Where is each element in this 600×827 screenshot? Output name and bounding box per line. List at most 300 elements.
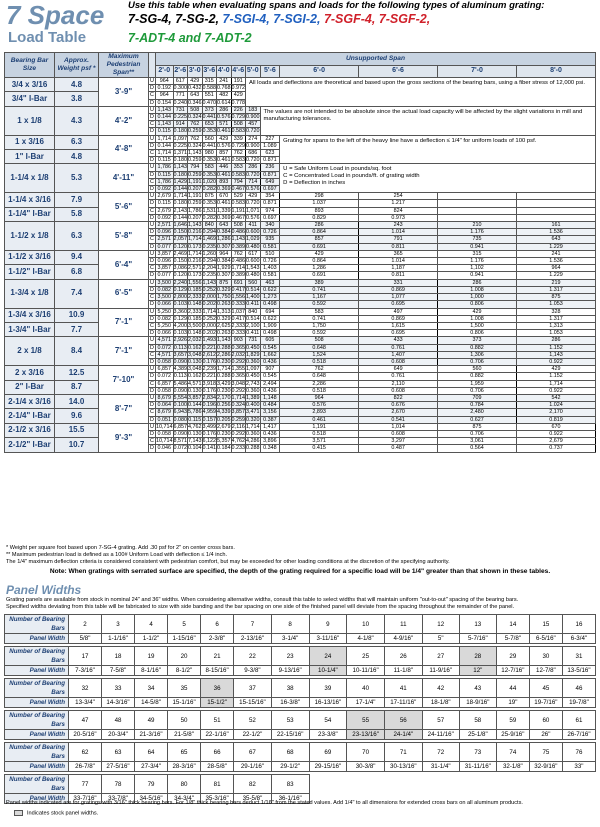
bearing-bar-count: 2 (69, 615, 102, 634)
load-value: 0.417 (231, 286, 245, 293)
load-value: 0.230 (217, 358, 231, 365)
load-type-label: D (150, 286, 154, 293)
load-value: 0.072 (157, 373, 171, 380)
load-value: 0.353 (202, 157, 216, 164)
load-value: 161 (516, 222, 595, 229)
load-value: 0.148 (188, 330, 202, 337)
load-value: 0.564 (438, 445, 517, 452)
load-value: 0.192 (157, 85, 171, 92)
panel-width: 8-1/16" (135, 666, 168, 676)
load-value: 840 (202, 222, 217, 229)
load-value: 731 (246, 337, 261, 344)
bars-row (5, 647, 596, 666)
stock-legend-text: Indicates stock panel widths. (27, 810, 99, 817)
load-value: 1,102 (438, 265, 517, 272)
grating-types-line1 (128, 12, 430, 26)
empty-cell (309, 775, 347, 794)
table-note: The values are not intended to be absolute since the actual load capacity will be affected by the slight variations in mill and manufacturing tolerances. (260, 106, 596, 135)
load-value: 0.400 (246, 402, 260, 409)
bar-size: 1-1/2" I-Bar (5, 265, 55, 279)
load-value: 560 (246, 279, 261, 286)
load-type-label: D (150, 272, 154, 279)
load-value: 907 (260, 366, 280, 373)
load-row (5, 394, 596, 401)
load-type-label: D (150, 373, 154, 380)
load-value: 903 (231, 337, 246, 344)
load-value: 1,143 (231, 236, 245, 243)
load-value: 4,762 (188, 423, 202, 430)
load-value: 0.225 (173, 142, 187, 149)
bearing-bar-count: 65 (168, 743, 201, 762)
load-value: 0.941 (438, 272, 517, 279)
bearing-bar-count: 7 (234, 615, 272, 634)
bearing-bar-count: 11 (384, 615, 422, 634)
load-value: 5,357 (217, 438, 231, 445)
bearing-bar-count: 59 (496, 711, 529, 730)
load-value: 236 (260, 164, 280, 171)
load-value: 1,029 (246, 236, 260, 243)
load-value: 0.082 (157, 315, 171, 322)
load-value: 0.518 (280, 358, 359, 365)
bearing-bar-count: 67 (234, 743, 272, 762)
panel-width: 1-1/2" (135, 634, 168, 644)
load-value: 0.869 (359, 286, 438, 293)
panel-width: 2-3/8" (201, 634, 234, 644)
bearing-bar-count: 83 (271, 775, 309, 794)
load-value: 1.089 (260, 142, 280, 149)
load-value: 446 (217, 164, 232, 171)
load-value: 1,020 (202, 178, 216, 185)
load-type-label: D (150, 387, 154, 394)
bar-weight: 8.7 (55, 380, 99, 394)
load-value (438, 207, 517, 214)
width-label: Panel Width (5, 730, 69, 740)
bars-label: Number of Bearing Bars (5, 647, 69, 666)
load-value: 1,662 (260, 351, 280, 358)
load-value: 1,191 (188, 178, 202, 185)
load-value: 5,250 (157, 308, 171, 315)
load-value: 914 (173, 121, 188, 128)
load-value: 0.104 (188, 445, 202, 452)
load-value: 0.461 (217, 171, 231, 178)
load-value: 0.461 (280, 416, 359, 423)
grating-type-1: 7-SG-2, (175, 12, 223, 26)
load-value: 0.072 (157, 344, 171, 351)
load-type-label: D (150, 315, 154, 322)
load-value: 0.240 (173, 99, 187, 106)
stock-legend (14, 810, 98, 816)
load-value: 762 (231, 250, 246, 257)
pedestrian-span: 7'-10" (99, 366, 149, 395)
load-value: 0.450 (246, 373, 260, 380)
load-value: 286 (516, 337, 595, 344)
bar-weight: 9.6 (55, 409, 99, 423)
load-value: 0.282 (202, 186, 216, 193)
load-value: 4,762 (231, 438, 245, 445)
load-value: 0.545 (260, 373, 280, 380)
load-value: 0.090 (173, 430, 187, 437)
load-value: 0.706 (438, 358, 517, 365)
load-value: 2,057 (173, 236, 187, 243)
load-value: 2,679 (157, 207, 171, 214)
load-value: 353 (231, 164, 246, 171)
load-value: 794 (188, 164, 203, 171)
panel-width: 14-3/16" (102, 698, 135, 708)
width-row (5, 730, 596, 740)
load-value: 0.176 (202, 430, 216, 437)
bearing-bar-count: 48 (102, 711, 135, 730)
load-value: 0.324 (188, 114, 202, 121)
load-value: 3,156 (260, 409, 280, 416)
panel-width: 6-3/4" (562, 634, 595, 644)
load-value: 328 (516, 308, 595, 315)
load-value: 0.389 (231, 272, 245, 279)
load-value: 605 (260, 337, 280, 344)
load-value: 0.058 (157, 430, 171, 437)
load-value: 0.216 (188, 229, 202, 236)
panel-width: 5" (422, 634, 459, 644)
load-value: 643 (217, 222, 232, 229)
load-value: 643 (188, 92, 203, 99)
load-value: 974 (260, 207, 280, 214)
bar-size: 1-3/4 x 3/16 (5, 308, 55, 322)
load-value: 0.173 (188, 243, 202, 250)
load-value: 0.256 (217, 402, 231, 409)
bearing-bar-count: 55 (347, 711, 385, 730)
bearing-bar-count: 74 (496, 743, 529, 762)
stock-swatch (14, 810, 23, 816)
load-value: 354 (260, 193, 280, 200)
load-type-label: D (150, 186, 154, 193)
load-value: 315 (202, 78, 217, 85)
load-value: 0.307 (217, 243, 231, 250)
bearing-bar-count: 9 (309, 615, 347, 634)
load-value: 571 (217, 121, 232, 128)
load-value: 2,333 (188, 294, 202, 301)
load-value: 508 (231, 121, 246, 128)
bearing-bar-count: 68 (271, 743, 309, 762)
load-type-label: D (150, 445, 154, 452)
bearing-bar-count: 37 (234, 679, 272, 698)
load-value: 0.720 (246, 171, 260, 178)
panel-width: 6-5/16" (529, 634, 562, 644)
bearing-bar-count: 23 (271, 647, 309, 666)
table-note (280, 164, 596, 193)
load-value: 0.144 (188, 402, 202, 409)
load-value: 0.103 (173, 330, 187, 337)
load-value: 1,143 (202, 279, 216, 286)
load-value: 0.486 (231, 258, 245, 265)
load-value: 0.144 (173, 214, 187, 221)
load-value: 0.066 (157, 301, 171, 308)
pedestrian-span: 6'-4" (99, 250, 149, 279)
load-value: 10,714 (156, 438, 173, 445)
load-value: 0.294 (202, 229, 216, 236)
load-value: 8,679 (157, 409, 171, 416)
load-value: 0.588 (202, 85, 216, 92)
load-value: 0.051 (157, 416, 171, 423)
load-value: 1,400 (246, 294, 260, 301)
bearing-bar-count: 31 (562, 647, 595, 666)
legend-definition: D = Deflection in inches (283, 180, 346, 187)
width-label: Panel Width (5, 698, 69, 708)
load-value: 0.365 (231, 344, 245, 351)
load-value: 2,834 (202, 394, 216, 401)
load-value: 1.229 (516, 243, 595, 250)
load-type-label: D (150, 243, 154, 250)
load-value: 0.432 (188, 85, 202, 92)
load-value: 0.294 (202, 258, 216, 265)
page-subtitle: Load Table (8, 29, 87, 46)
load-value: 731 (173, 106, 188, 113)
load-value: 875 (202, 193, 217, 200)
load-value: 1,714 (516, 380, 595, 387)
bearing-bar-count: 38 (271, 679, 309, 698)
load-value: 1,714 (173, 193, 187, 200)
load-value: 0.676 (359, 402, 438, 409)
load-value: 0.498 (260, 301, 280, 308)
load-value: 2,170 (217, 394, 231, 401)
load-value: 1.176 (438, 258, 517, 265)
span-header: 5'-6 (260, 65, 280, 78)
empty-cell (562, 775, 595, 794)
load-value: 1,097 (246, 366, 260, 373)
load-type-label: C (150, 236, 154, 243)
bearing-bar-count: 57 (422, 711, 459, 730)
load-value: 0.082 (157, 286, 171, 293)
load-value: 5,786 (188, 409, 202, 416)
load-value: 0.103 (173, 301, 187, 308)
load-value: 0.576 (217, 142, 231, 149)
panel-width: 5-7/8" (496, 634, 529, 644)
width-label: Panel Width (5, 794, 69, 804)
load-value: 286 (280, 222, 359, 229)
load-value: 1,260 (202, 250, 216, 257)
load-type-label: D (150, 258, 154, 265)
load-type-label: U (150, 423, 154, 430)
page-header (0, 0, 600, 50)
bearing-bar-count: 56 (384, 711, 422, 730)
span-header: 5'-0 (246, 65, 261, 78)
load-row (5, 78, 596, 85)
load-type-label: C (150, 207, 154, 214)
load-value: 1,493 (202, 337, 216, 344)
load-value: 4,959 (202, 409, 216, 416)
load-value: 0.090 (173, 358, 187, 365)
panel-width: 4-1/8" (347, 634, 385, 644)
panel-width: 15-1/16" (168, 698, 201, 708)
load-value: 0.487 (359, 445, 438, 452)
panel-width: 22-1/16" (201, 730, 234, 740)
load-type-label: D (150, 157, 154, 164)
span-header: 8'-0 (516, 65, 595, 78)
load-value: 373 (202, 106, 217, 113)
bearing-bar-count: 53 (271, 711, 309, 730)
panel-width: 33-7/8" (102, 794, 135, 804)
load-value: 1.152 (516, 344, 595, 351)
load-value: 1,000 (438, 294, 517, 301)
panel-width: 1-1/16" (102, 634, 135, 644)
load-value: 0.353 (202, 200, 216, 207)
load-value: 2,670 (359, 409, 438, 416)
empty-cell (496, 775, 529, 794)
bearing-bar-count: 51 (201, 711, 234, 730)
load-value: 0.576 (246, 214, 260, 221)
load-value: 0.058 (157, 387, 171, 394)
load-value: 1.008 (438, 286, 517, 293)
load-value: 1,097 (173, 135, 187, 142)
load-value: 0.648 (280, 344, 359, 351)
load-value: 0.806 (438, 301, 517, 308)
bearing-bar-count: 15 (529, 615, 562, 634)
load-value: 1,143 (157, 121, 171, 128)
pedestrian-span: 6'-5" (99, 279, 149, 308)
load-value: 0.691 (280, 272, 359, 279)
bars-row (5, 679, 596, 698)
load-value: 560 (202, 135, 217, 142)
load-value: 762 (188, 121, 203, 128)
load-value: 0.741 (280, 315, 359, 322)
panel-width: 30-3/8" (347, 762, 385, 772)
load-value: 0.706 (438, 387, 517, 394)
load-value: 0.369 (217, 214, 231, 221)
load-value: 3,086 (173, 265, 187, 272)
load-value: 686 (246, 150, 261, 157)
load-value: 0.922 (516, 387, 595, 394)
grating-type-0: 7-SG-4, (128, 12, 176, 26)
panel-width: 1-15/16" (168, 634, 201, 644)
load-value: 893 (280, 207, 359, 214)
load-value: 762 (231, 150, 246, 157)
load-value: 2,204 (202, 265, 216, 272)
load-value: 0.162 (188, 373, 202, 380)
load-value: 875 (217, 279, 232, 286)
load-value: 875 (516, 294, 595, 301)
panel-width: 26-7/16" (562, 730, 595, 740)
bar-weight: 15.5 (55, 423, 99, 437)
load-value: 0.467 (231, 214, 245, 221)
load-value: 670 (516, 423, 595, 430)
load-value: 0.695 (359, 330, 438, 337)
bearing-bar-count: 26 (384, 647, 422, 666)
load-value: 6,122 (202, 438, 216, 445)
load-value: 0.064 (157, 402, 171, 409)
bearing-bar-count: 36 (201, 679, 234, 698)
grating-type-5: 7-SGF-2, (378, 12, 431, 26)
width-label: Panel Width (5, 666, 69, 676)
load-value: 0.864 (280, 229, 359, 236)
load-value: 1,407 (359, 351, 438, 358)
bearing-bar-count: 20 (168, 647, 201, 666)
bearing-bar-count: 54 (309, 711, 347, 730)
panel-width: 20-5/16" (69, 730, 102, 740)
load-value: 0.130 (188, 358, 202, 365)
load-table (4, 52, 596, 453)
load-value: 980 (202, 150, 217, 157)
panel-width: 14-5/8" (135, 698, 168, 708)
load-value: 3,500 (188, 322, 202, 329)
load-value: 0.480 (246, 272, 260, 279)
load-value: 0.235 (202, 243, 216, 250)
load-value: 4,200 (173, 322, 187, 329)
load-value: 1,750 (217, 294, 231, 301)
bearing-bar-count: 66 (201, 743, 234, 762)
bearing-bar-count: 40 (347, 679, 385, 698)
load-value: 0.360 (246, 358, 260, 365)
load-value: 791 (359, 236, 438, 243)
load-value: 1.317 (516, 286, 595, 293)
load-value: 0.259 (231, 416, 245, 423)
panel-width: 26" (529, 730, 562, 740)
load-value: 1,531 (202, 207, 216, 214)
pedestrian-span: 7'-1" (99, 337, 149, 366)
bearing-bar-count: 60 (529, 711, 562, 730)
bearing-bar-count: 24 (309, 647, 347, 666)
load-value: 0.583 (231, 157, 245, 164)
load-value: 2,571 (188, 265, 202, 272)
load-value: 429 (188, 78, 203, 85)
load-value: 219 (516, 279, 595, 286)
bearing-bar-count: 34 (135, 679, 168, 698)
load-value: 0.811 (359, 272, 438, 279)
load-value: 0.697 (260, 214, 280, 221)
load-value: 1,071 (246, 207, 260, 214)
bars-row (5, 615, 596, 634)
load-row (5, 250, 596, 257)
load-type-label: D (150, 99, 154, 106)
load-value: 1,786 (188, 207, 202, 214)
load-value: 583 (202, 164, 217, 171)
span-header: 3'-0 (188, 65, 203, 78)
load-value: 0.622 (260, 286, 280, 293)
bearing-bar-count: 61 (562, 711, 595, 730)
load-value: 429 (217, 135, 232, 142)
load-value: 286 (246, 164, 261, 171)
load-value: 1.024 (516, 402, 595, 409)
load-value: 0.973 (359, 214, 438, 221)
panel-width: 32-1/8" (496, 762, 529, 772)
span-header: 4'-0 (217, 65, 232, 78)
load-type-label: U (150, 135, 154, 142)
empty-cell (384, 775, 422, 794)
load-value: 0.882 (438, 344, 517, 351)
bearing-bar-count: 45 (529, 679, 562, 698)
load-value: 0.871 (260, 171, 280, 178)
load-type-label: D (150, 128, 154, 135)
load-value: 241 (217, 78, 232, 85)
bars-label: Number of Bearing Bars (5, 711, 69, 730)
bearing-bar-count: 50 (168, 711, 201, 730)
footnote-deflection: The 1/4" maximum deflection criteria is considered consistent with pedestrian comfort, but may be exceeded for other loading conditions at the discretion of the specifying authority. (6, 559, 450, 565)
load-value: 0.415 (280, 445, 359, 452)
load-value: 1,355 (231, 366, 245, 373)
load-value: 0.180 (173, 157, 187, 164)
bar-size: 1-1/4 x 3/16 (5, 193, 55, 207)
panel-width: 13-5/16" (562, 666, 595, 676)
bar-size: 2-1/4" I-Bar (5, 409, 55, 423)
load-type-label: C (150, 150, 154, 157)
load-value: 0.235 (202, 272, 216, 279)
load-value: 0.614 (217, 99, 231, 106)
load-value: 1,714 (217, 366, 231, 373)
load-value: 583 (280, 308, 359, 315)
load-value: 0.480 (246, 243, 260, 250)
load-type-label: U (150, 250, 154, 257)
load-value: 3,857 (157, 250, 171, 257)
panel-width: 3-1/4" (271, 634, 309, 644)
bar-weight: 9.4 (55, 250, 99, 264)
load-value: 1,750 (280, 322, 359, 329)
